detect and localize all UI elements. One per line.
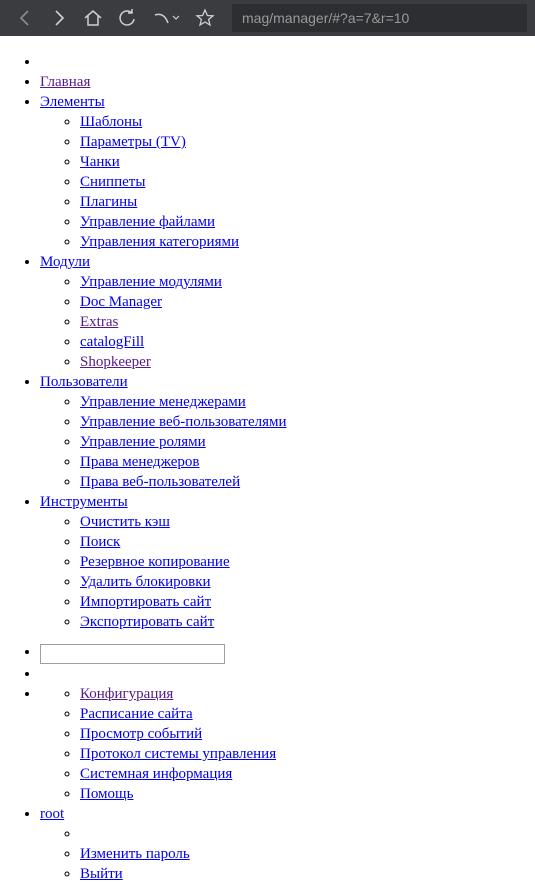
modules-submenu (40, 272, 535, 372)
menu-item-search (40, 640, 535, 664)
list-item (80, 844, 535, 864)
elements-link[interactable]: Элементы (40, 94, 105, 110)
event-log-link[interactable]: Просмотр событий (80, 726, 203, 742)
modules-link[interactable]: Модули (40, 254, 91, 270)
users-submenu (40, 392, 535, 492)
main-menu (0, 52, 535, 884)
tools-submenu (40, 512, 535, 632)
clear-cache-link[interactable]: Очистить кэш (80, 514, 170, 530)
list-item (80, 392, 535, 412)
list-item (80, 192, 535, 212)
list-item (80, 152, 535, 172)
menu-item-elements (40, 92, 535, 252)
list-item (80, 412, 535, 432)
url-text: mag/manager/#?a=7&r=10 (242, 10, 410, 26)
system-submenu (40, 684, 535, 804)
menu-item-user (40, 804, 535, 884)
list-item (80, 532, 535, 552)
list-item (80, 764, 535, 784)
list-item (80, 332, 535, 352)
list-item (80, 292, 535, 312)
file-manager-link[interactable]: Управление файлами (80, 214, 216, 230)
manage-web-users-link[interactable]: Управление веб-пользователями (80, 414, 287, 430)
manage-managers-link[interactable]: Управление менеджерами (80, 394, 246, 410)
menu-item-modules (40, 252, 535, 372)
browser-toolbar (0, 0, 535, 36)
list-item (80, 272, 535, 292)
chevron-down-icon (172, 14, 180, 22)
elements-submenu (40, 112, 535, 252)
shopkeeper-link[interactable]: Shopkeeper (80, 354, 151, 370)
web-user-permissions-link[interactable]: Права веб-пользователей (80, 474, 241, 490)
list-item (80, 612, 535, 632)
reload-button[interactable] (110, 0, 144, 36)
help-link[interactable]: Помощь (80, 786, 134, 802)
manage-modules-link[interactable]: Управление модулями (80, 274, 222, 290)
list-item (80, 112, 535, 132)
category-manager-link[interactable]: Управления категориями (80, 234, 239, 250)
user-submenu (40, 824, 535, 884)
list-item (80, 172, 535, 192)
import-site-link[interactable]: Импортировать сайт (80, 594, 212, 610)
user-link[interactable]: root (40, 806, 65, 822)
configuration-link[interactable]: Конфигурация (80, 686, 174, 702)
templates-link[interactable]: Шаблоны (80, 114, 143, 130)
backup-link[interactable]: Резервное копирование (80, 554, 230, 570)
list-item (80, 572, 535, 592)
plugins-link[interactable]: Плагины (80, 194, 138, 210)
forward-button[interactable] (42, 0, 76, 36)
list-item (80, 864, 535, 884)
list-item (80, 512, 535, 532)
manager-menu (0, 36, 535, 884)
list-item (80, 744, 535, 764)
tools-link[interactable]: Инструменты (40, 494, 128, 510)
catalogfill-link[interactable]: catalogFill (80, 334, 145, 350)
menu-item-home (40, 72, 535, 92)
list-item (80, 824, 535, 844)
list-item (80, 784, 535, 804)
address-bar[interactable] (232, 4, 527, 32)
list-item (80, 452, 535, 472)
home-link[interactable]: Главная (40, 74, 91, 90)
doc-manager-link[interactable]: Doc Manager (80, 294, 163, 310)
system-info-link[interactable]: Системная информация (80, 766, 233, 782)
list-item (80, 312, 535, 332)
list-item (80, 724, 535, 744)
export-site-link[interactable]: Экспортировать сайт (80, 614, 215, 630)
list-item (80, 472, 535, 492)
change-password-link[interactable]: Изменить пароль (80, 846, 190, 862)
list-item (80, 684, 535, 704)
search-link[interactable]: Поиск (80, 534, 121, 550)
list-item (80, 552, 535, 572)
chunks-link[interactable]: Чанки (80, 154, 120, 170)
reload-icon (117, 8, 137, 28)
bookmark-button[interactable] (188, 0, 222, 36)
system-log-link[interactable]: Протокол системы управления (80, 746, 277, 762)
menu-item-tools (40, 492, 535, 632)
list-item (80, 592, 535, 612)
list-item (80, 132, 535, 152)
menu-item-users (40, 372, 535, 492)
remove-locks-link[interactable]: Удалить блокировки (80, 574, 211, 590)
list-item (80, 232, 535, 252)
site-schedule-link[interactable]: Расписание сайта (80, 706, 193, 722)
menu-item-empty (40, 664, 535, 684)
list-item (80, 352, 535, 372)
manager-permissions-link[interactable]: Права менеджеров (80, 454, 200, 470)
chevron-right-icon (52, 9, 66, 27)
menu-item-empty (40, 52, 535, 72)
extras-link[interactable]: Extras (80, 314, 119, 330)
undo-arrow-icon (152, 8, 172, 28)
history-button[interactable] (144, 0, 188, 36)
chevron-left-icon (18, 9, 32, 27)
search-input[interactable] (40, 644, 225, 664)
star-icon (195, 8, 215, 28)
tv-params-link[interactable]: Параметры (TV) (80, 134, 186, 150)
menu-item-system (40, 684, 535, 804)
list-item (80, 704, 535, 724)
manage-roles-link[interactable]: Управление ролями (80, 434, 206, 450)
back-button[interactable] (8, 0, 42, 36)
snippets-link[interactable]: Сниппеты (80, 174, 146, 190)
list-item (80, 212, 535, 232)
logout-link[interactable]: Выйти (80, 866, 123, 882)
home-button[interactable] (76, 0, 110, 36)
users-link[interactable]: Пользователи (40, 374, 128, 390)
home-icon (83, 8, 103, 28)
list-item (80, 432, 535, 452)
